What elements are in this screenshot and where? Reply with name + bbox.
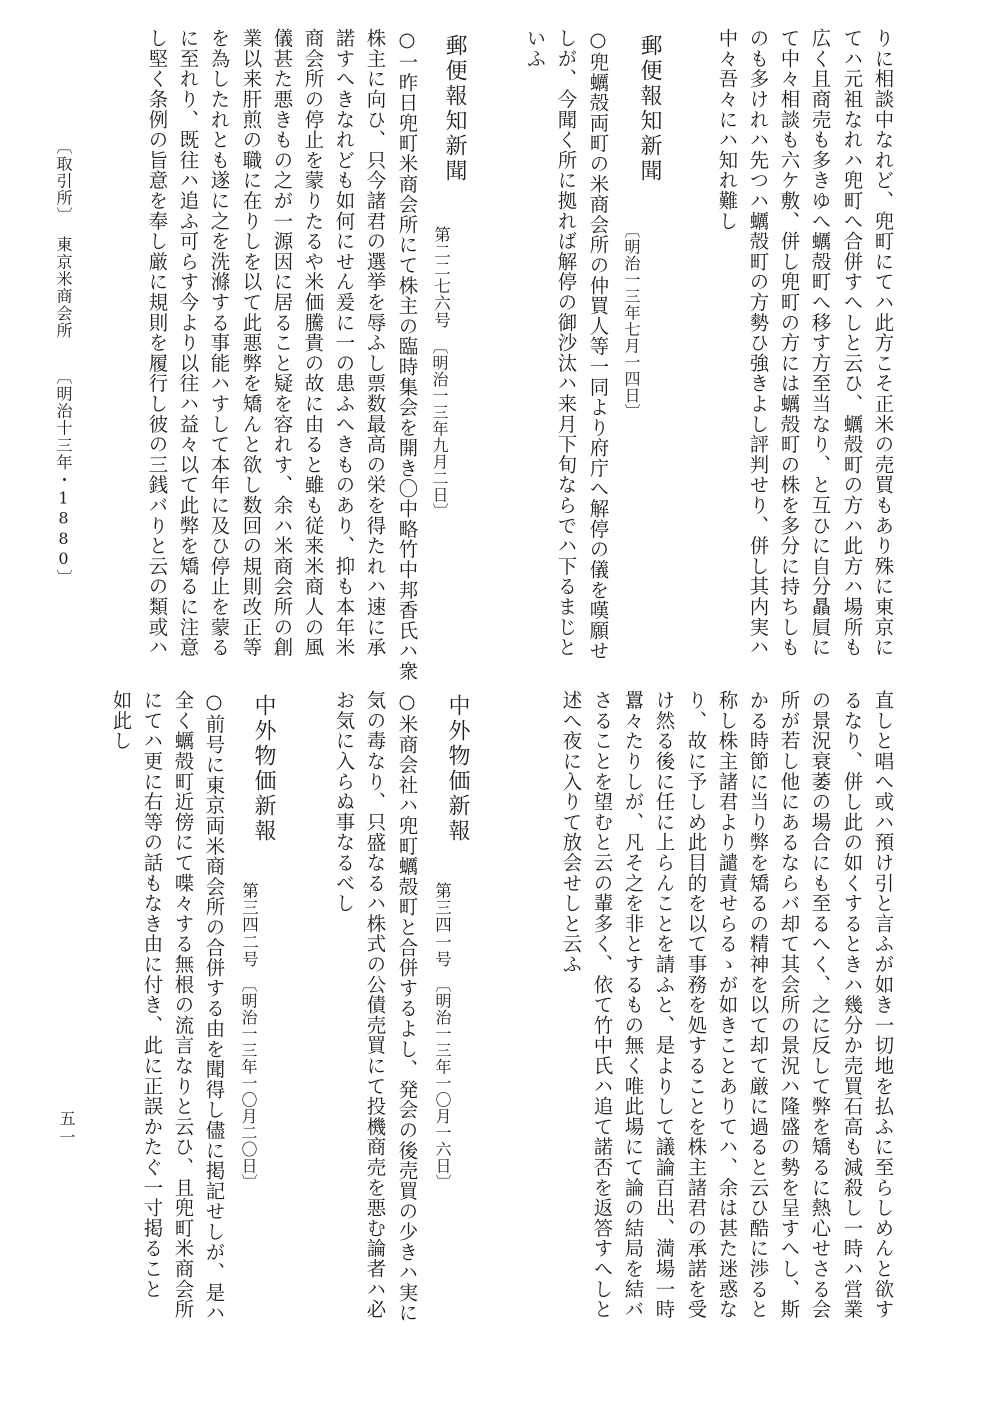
bottom-cont-line-10: さることを望むと云の輩多く、依て竹中氏ハ追て諾否を返答すへしと: [590, 690, 614, 1320]
bottom-cont-line-9: 囂々たりしが、凡そ之を非とするもの無く唯此場にて論の結局を結バ: [621, 690, 645, 1320]
article3-line-1: ○米商会社ハ兜町蠣殻町と合併するよし、発会の後売買の少きハ実に: [395, 690, 419, 1323]
bottom-cont-line-8: け然る後に任に上らんことを請ふと、是よりして議論百出、満場一時: [652, 690, 676, 1320]
bottom-cont-line-4: 所が若し他にあるならバ却て其会所の景況ハ隆盛の勢を呈すへし、斯: [777, 690, 801, 1320]
top-cont-line-2: てハ元祖なれハ兜町へ合併すへしと云ひ、蠣殻町の方ハ此方ハ場所も: [840, 28, 864, 658]
article3-line-3: お気に入らぬ事なるべし: [332, 690, 356, 914]
article3-newspaper: 中外物価新報: [445, 694, 470, 844]
article4-line-1: ○前号に東京両米商会所の合併する由を聞得し儘に掲記せしが、是ハ: [202, 690, 226, 1323]
article2-line-4: 商会所の停止を蒙りたるや米価騰貴の故に由ると雖も従来米商人の風: [301, 28, 325, 658]
footer-year: 〔明治十三年・1880〕: [54, 368, 73, 587]
article2-line-5: 儀甚た悪きもの之が一源因に居ること疑を容れす、余ハ米商会所の創: [270, 28, 294, 658]
article2-line-7: を為したれとも遂に之を洗滌する事能ハすして本年に及ひ停止を蒙る: [207, 28, 231, 658]
article3-issue: 第三四一号: [432, 882, 452, 968]
footer-exchange: 東京米商会所: [54, 236, 73, 340]
bottom-cont-line-5: かる時節に当り弊を矯るの精神を以て却て厳に過ると云ひ酷に渉ると: [746, 690, 770, 1320]
article2-line-2: 株主に向ひ、只今諸君の選挙を辱ふし票数最高の栄を得たれハ速に承: [363, 28, 387, 658]
bottom-cont-line-2: るなり、併し此の如くするときハ幾分か売買石高も減殺し一時ハ営業: [840, 690, 864, 1320]
article3-date: 〔明治一三年一〇月一六日〕: [433, 976, 452, 1191]
article4-newspaper: 中外物価新報: [251, 694, 276, 844]
article1-line-1: ○兜蠣殻両町の米商会所の仲買人等一同より府庁へ解停の儀を嘆願せ: [586, 28, 610, 661]
article4-issue: 第三四二号: [239, 882, 259, 968]
article4-date: 〔明治一三年一〇月二〇日〕: [239, 976, 258, 1191]
top-cont-line-1: りに相談中なれど、兜町にてハ此方こそ正米の売買もあり殊に東京に: [871, 28, 895, 658]
article1-newspaper: 郵便報知新聞: [637, 34, 662, 184]
article2-line-8: に至れり、既往ハ追ふ可らす今より以往ハ益々以て此弊を矯るに注意: [176, 28, 200, 658]
bottom-cont-line-3: の景況衰萎の場合にも至るへく、之に反して弊を矯るに熱心せさる会: [808, 690, 832, 1320]
article2-line-1: ○一昨日兜町米商会所にて株主の臨時集会を開き〇中略竹中邦香氏ハ衆: [395, 28, 419, 682]
article1-line-3: いふ: [523, 28, 547, 69]
article4-line-4: 如此し: [109, 690, 133, 751]
top-cont-line-3: 広く且商売も多きゆへ蠣殻町へ移す方至当なり、と互ひに自分贔屓に: [808, 28, 832, 658]
article2-date: 〔明治一三年九月二日〕: [430, 338, 449, 520]
bottom-cont-line-6: 称し株主諸君より譴責せらるゝが如きことありてハ、余は甚た迷惑な: [715, 690, 739, 1320]
article3-line-2: 気の毒なり、只盛なるハ株式の公債売買にて投機商売を悪む論者ハ必: [363, 690, 387, 1320]
article4-line-2: 全く蠣殻町近傍にて喋々する無根の流言なりと云ひ、且兜町米商会所: [171, 690, 195, 1320]
top-cont-line-5: のも多けれハ先つハ蠣殻町の方勢ひ強きよし評判せり、併し其内実ハ: [746, 28, 770, 658]
article4-line-3: にてハ更に右等の話もなき由に付き、此に正誤かたぐ一寸掲ること: [140, 690, 164, 1299]
bottom-cont-line-1: 直しと唱へ或ハ預け引と言ふが如き一切地を払ふに至らしめんと欲す: [871, 690, 895, 1320]
top-cont-line-4: て中々相談も六ケ敷、併し兜町の方には蠣殻町の株を多分に持ちしも: [777, 28, 801, 658]
page-number: 五一: [57, 1110, 76, 1148]
top-cont-line-6: 中々吾々にハ知れ難し: [715, 28, 739, 231]
bottom-cont-line-7: り、故に予しめ此目的を以て事務を処することを株主諸君の承諾を受: [684, 690, 708, 1320]
bottom-cont-line-11: 述へ夜に入りて放会せしと云ふ: [559, 690, 583, 975]
article2-line-6: 業以来肝煎の職に在りしを以て此悪弊を矯んと欲し数回の規則改正等: [239, 28, 263, 658]
article1-date: 〔明治一三年七月一四日〕: [622, 222, 641, 420]
article2-line-9: し堅く条例の旨意を奉し厳に規則を履行し彼の三銭バりと云の類或ハ: [145, 28, 169, 658]
article2-issue: 第二二七六号: [431, 226, 451, 329]
article1-line-2: しが、今聞く所に拠れば解停の御沙汰ハ来月下旬ならでハ下るまじと: [554, 28, 578, 658]
article2-line-3: 諾すへきなれども如何にせん爰に一の患ふへきものあり、抑も本年米: [332, 28, 356, 658]
article2-newspaper: 郵便報知新聞: [442, 34, 467, 184]
footer-label: 〔取引所〕: [54, 138, 73, 224]
